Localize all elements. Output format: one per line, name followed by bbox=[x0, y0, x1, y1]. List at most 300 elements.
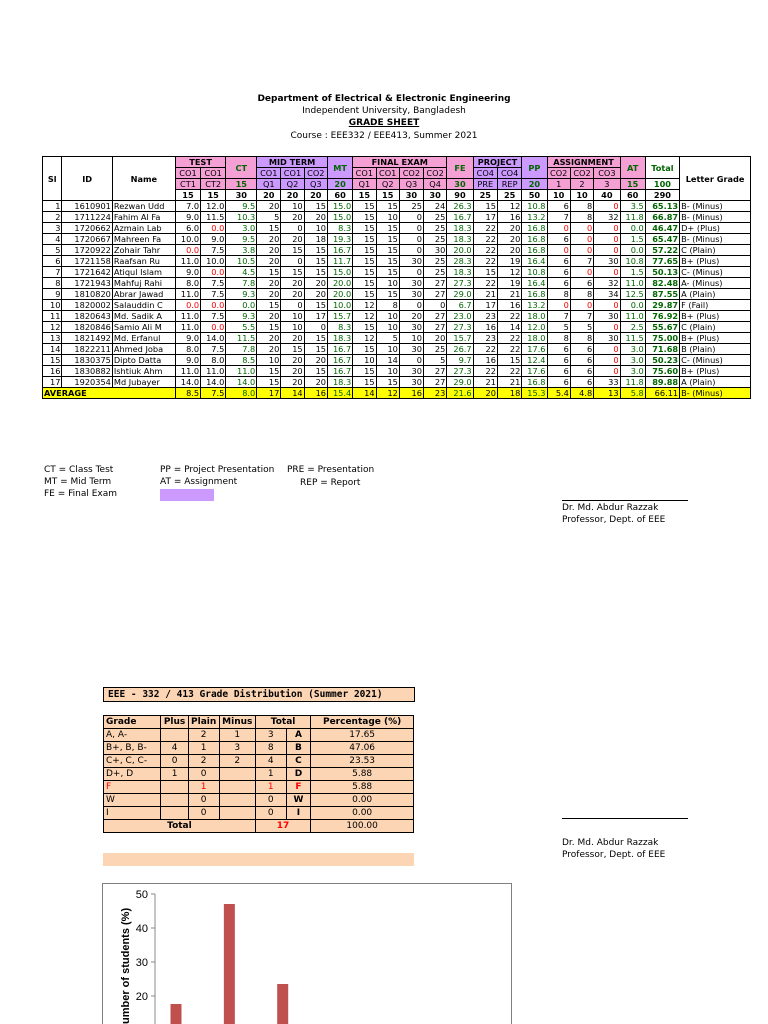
cell: 8 bbox=[570, 212, 593, 223]
average-cell: 16 bbox=[304, 388, 327, 399]
cell: 18.3 bbox=[447, 223, 473, 234]
sub-label: CT1 bbox=[175, 179, 200, 190]
cell: 30 bbox=[399, 366, 423, 377]
cell: 16.8 bbox=[522, 223, 547, 234]
cell: 46.47 bbox=[645, 223, 679, 234]
cell: 20 bbox=[281, 377, 304, 388]
average-cell: 20 bbox=[473, 388, 497, 399]
co-label: CO1 bbox=[281, 168, 304, 179]
chart-y-tick-label: 20 bbox=[135, 991, 148, 1003]
cell: 9.0 bbox=[175, 333, 200, 344]
cell: 12 bbox=[353, 333, 376, 344]
cell: 30 bbox=[594, 256, 620, 267]
cell: 22 bbox=[473, 344, 497, 355]
student-id: 1720922 bbox=[62, 245, 112, 256]
cell: 20 bbox=[257, 344, 281, 355]
cell: 25 bbox=[423, 344, 446, 355]
cell: 22 bbox=[473, 366, 497, 377]
cell: 6 bbox=[547, 366, 570, 377]
cell: 7 bbox=[547, 212, 570, 223]
cell: 15 bbox=[43, 355, 62, 366]
distribution-cell: 0 bbox=[188, 768, 219, 781]
chart-y-tick-label: 30 bbox=[135, 957, 148, 969]
cell: 6 bbox=[547, 355, 570, 366]
cell: 10.0 bbox=[201, 256, 226, 267]
student-name: Dipto Datta bbox=[112, 355, 175, 366]
distribution-cell: 4 bbox=[161, 742, 188, 755]
cell: 0 bbox=[594, 223, 620, 234]
distribution-cell: 0 bbox=[255, 807, 286, 820]
cell: 15 bbox=[376, 234, 399, 245]
student-id: 1820643 bbox=[62, 311, 112, 322]
sub-label: Q1 bbox=[353, 179, 376, 190]
cell: 16.7 bbox=[447, 212, 473, 223]
cell: 65.47 bbox=[645, 234, 679, 245]
distribution-cell: 3 bbox=[255, 729, 286, 742]
distribution-cell: A bbox=[286, 729, 311, 742]
cell: 0 bbox=[547, 223, 570, 234]
cell: 28.3 bbox=[447, 256, 473, 267]
sub-label: CT2 bbox=[201, 179, 226, 190]
cell: 15.7 bbox=[327, 311, 352, 322]
distribution-header: Grade bbox=[104, 716, 161, 729]
average-cell: 21.6 bbox=[447, 388, 473, 399]
distribution-cell: D bbox=[286, 768, 311, 781]
cell: 20 bbox=[257, 289, 281, 300]
cell: 15.0 bbox=[327, 201, 352, 212]
co-label: CO2 bbox=[399, 168, 423, 179]
student-row bbox=[43, 234, 751, 245]
cell: 8.3 bbox=[327, 322, 352, 333]
student-row bbox=[43, 300, 751, 311]
cell: 15 bbox=[304, 300, 327, 311]
cell: 15 bbox=[353, 322, 376, 333]
cell: 18.3 bbox=[327, 333, 352, 344]
distribution-cell: 2 bbox=[188, 729, 219, 742]
max-marks: 25 bbox=[473, 190, 497, 201]
sub-label: REP bbox=[497, 179, 521, 190]
cell: 0 bbox=[594, 245, 620, 256]
chart-bar-B bbox=[224, 904, 235, 1024]
distribution-cell: D+, D bbox=[104, 768, 161, 781]
cell: 15 bbox=[304, 366, 327, 377]
cell: 1 bbox=[43, 201, 62, 212]
distribution-cell: 0.00 bbox=[311, 807, 414, 820]
co-label: CO1 bbox=[257, 168, 281, 179]
distribution-row bbox=[104, 807, 414, 820]
cell: 15 bbox=[281, 267, 304, 278]
cell: 0.0 bbox=[620, 300, 645, 311]
average-cell: 18 bbox=[497, 388, 521, 399]
course-line: Course : EEE332 / EEE413, Summer 2021 bbox=[290, 131, 478, 141]
student-row bbox=[43, 322, 751, 333]
col-total-header: Total bbox=[645, 157, 679, 179]
cell: 7 bbox=[547, 311, 570, 322]
cell: 15.0 bbox=[327, 212, 352, 223]
cell: 0 bbox=[570, 245, 593, 256]
co-label: CO2 bbox=[304, 168, 327, 179]
cell: 25 bbox=[423, 212, 446, 223]
cell: 15 bbox=[281, 245, 304, 256]
cell: 77.65 bbox=[645, 256, 679, 267]
distribution-cell: 23.53 bbox=[311, 755, 414, 768]
cell: 20 bbox=[257, 311, 281, 322]
col-name-header: Name bbox=[112, 157, 175, 201]
cell: 16.7 bbox=[327, 344, 352, 355]
cell: 0 bbox=[547, 300, 570, 311]
cell: 15 bbox=[353, 201, 376, 212]
cell: 6 bbox=[570, 355, 593, 366]
cell: C (Plain) bbox=[680, 245, 751, 256]
student-name: Atiqul Islam bbox=[112, 267, 175, 278]
cell: 11.0 bbox=[201, 366, 226, 377]
grade-sheet-table bbox=[42, 156, 751, 399]
cell: 7.8 bbox=[226, 344, 257, 355]
cell: 22 bbox=[473, 234, 497, 245]
cell: A- (Minus) bbox=[680, 278, 751, 289]
student-id: 1820846 bbox=[62, 322, 112, 333]
cell: 15 bbox=[376, 201, 399, 212]
student-name: Ahmed Joba bbox=[112, 344, 175, 355]
max-marks: 15 bbox=[376, 190, 399, 201]
average-cell: 13 bbox=[594, 388, 620, 399]
cell: 16.8 bbox=[522, 289, 547, 300]
cell: 15 bbox=[257, 223, 281, 234]
cell: 6 bbox=[570, 278, 593, 289]
cell: 3.0 bbox=[620, 344, 645, 355]
cell: 10 bbox=[257, 355, 281, 366]
university-name: Independent University, Bangladesh bbox=[302, 106, 466, 116]
student-row bbox=[43, 278, 751, 289]
co-label: CO1 bbox=[175, 168, 200, 179]
average-cell: 5.4 bbox=[547, 388, 570, 399]
distribution-cell bbox=[219, 781, 255, 794]
distribution-cell: 0 bbox=[188, 794, 219, 807]
student-id: 1711224 bbox=[62, 212, 112, 223]
student-row bbox=[43, 311, 751, 322]
cell: 20 bbox=[304, 377, 327, 388]
cell: 6.0 bbox=[175, 223, 200, 234]
cell: 12.5 bbox=[620, 289, 645, 300]
cell: 55.67 bbox=[645, 322, 679, 333]
cell: 9.5 bbox=[226, 201, 257, 212]
sub-label: 3 bbox=[594, 179, 620, 190]
cell: 10 bbox=[376, 366, 399, 377]
cell: 29.87 bbox=[645, 300, 679, 311]
cell: 0.0 bbox=[201, 223, 226, 234]
cell: 25 bbox=[423, 223, 446, 234]
cell: 20 bbox=[281, 234, 304, 245]
sub-label: 2 bbox=[570, 179, 593, 190]
distribution-cell: C bbox=[286, 755, 311, 768]
cell: 12 bbox=[497, 267, 521, 278]
cell: 10 bbox=[281, 322, 304, 333]
cell: 0.0 bbox=[620, 223, 645, 234]
cell: 9.0 bbox=[175, 355, 200, 366]
distribution-cell: 8 bbox=[255, 742, 286, 755]
cell: B+ (Plus) bbox=[680, 311, 751, 322]
cell: 7 bbox=[570, 311, 593, 322]
max-marks: 20 bbox=[281, 190, 304, 201]
student-id: 1720667 bbox=[62, 234, 112, 245]
cell: 8.0 bbox=[175, 278, 200, 289]
distribution-row bbox=[104, 768, 414, 781]
cell: 10 bbox=[376, 278, 399, 289]
cell: 0 bbox=[594, 201, 620, 212]
distribution-cell: W bbox=[104, 794, 161, 807]
cell: 30 bbox=[594, 311, 620, 322]
cell: 13 bbox=[43, 333, 62, 344]
cell: 20 bbox=[257, 278, 281, 289]
cell: 20 bbox=[304, 278, 327, 289]
cell: 16.7 bbox=[327, 245, 352, 256]
cell: 8 bbox=[570, 289, 593, 300]
cell: 6 bbox=[547, 344, 570, 355]
col-midterm-header: MID TERM bbox=[257, 157, 328, 168]
distribution-cell: A, A- bbox=[104, 729, 161, 742]
cell: 0 bbox=[399, 300, 423, 311]
student-row bbox=[43, 366, 751, 377]
cell: 7.5 bbox=[201, 311, 226, 322]
cell: 0 bbox=[594, 234, 620, 245]
cell: 20 bbox=[281, 278, 304, 289]
col-fe-header: FE bbox=[447, 157, 473, 179]
cell: 8.0 bbox=[175, 344, 200, 355]
cell: 27 bbox=[423, 322, 446, 333]
cell: 17 bbox=[43, 377, 62, 388]
cell: 15 bbox=[304, 256, 327, 267]
cell: 4 bbox=[43, 234, 62, 245]
max-marks: 15 bbox=[175, 190, 200, 201]
distribution-row bbox=[104, 794, 414, 807]
student-name: Md Jubayer bbox=[112, 377, 175, 388]
cell: 6 bbox=[570, 366, 593, 377]
distribution-row bbox=[104, 755, 414, 768]
max-marks: 20 bbox=[304, 190, 327, 201]
student-row bbox=[43, 245, 751, 256]
co-label: CO2 bbox=[547, 168, 570, 179]
cell: 10.8 bbox=[522, 201, 547, 212]
col-test-header: TEST bbox=[175, 157, 225, 168]
distribution-cell bbox=[161, 794, 188, 807]
cell: 11.0 bbox=[175, 289, 200, 300]
student-id: 1821492 bbox=[62, 333, 112, 344]
cell: 30 bbox=[594, 333, 620, 344]
co-label: CO1 bbox=[376, 168, 399, 179]
cell: 0.0 bbox=[201, 300, 226, 311]
co-label: CO1 bbox=[353, 168, 376, 179]
distribution-cell: F bbox=[286, 781, 311, 794]
cell: 15 bbox=[376, 267, 399, 278]
cell: 0.0 bbox=[620, 245, 645, 256]
student-row bbox=[43, 377, 751, 388]
cell: 9.3 bbox=[226, 311, 257, 322]
student-id: 1820002 bbox=[62, 300, 112, 311]
cell: 18.3 bbox=[447, 234, 473, 245]
distribution-cell: 5.88 bbox=[311, 781, 414, 794]
student-name: Abrar Jawad bbox=[112, 289, 175, 300]
student-row bbox=[43, 212, 751, 223]
max-marks: 10 bbox=[570, 190, 593, 201]
max-marks: 10 bbox=[547, 190, 570, 201]
chart-y-tick-label: 40 bbox=[135, 923, 148, 935]
cell: 16.8 bbox=[522, 234, 547, 245]
cell: A (Plain) bbox=[680, 377, 751, 388]
col-id-header: ID bbox=[62, 157, 112, 201]
cell: 75.00 bbox=[645, 333, 679, 344]
signature-line-2 bbox=[562, 818, 688, 819]
cell: 22 bbox=[497, 333, 521, 344]
co-label: CO1 bbox=[201, 168, 226, 179]
student-name: Fahim Al Fa bbox=[112, 212, 175, 223]
max-marks: 20 bbox=[257, 190, 281, 201]
co-label: CO3 bbox=[594, 168, 620, 179]
cell: 15 bbox=[281, 344, 304, 355]
distribution-header: Plain bbox=[188, 716, 219, 729]
student-row bbox=[43, 223, 751, 234]
cell: 15.0 bbox=[327, 267, 352, 278]
cell: 22 bbox=[473, 245, 497, 256]
legend-pre: PRE = Presentation bbox=[287, 465, 375, 475]
cell: 10 bbox=[353, 355, 376, 366]
cell: 0 bbox=[570, 267, 593, 278]
student-row bbox=[43, 344, 751, 355]
sub-label: 20 bbox=[522, 179, 547, 190]
chart-y-label: umber of students (%) bbox=[120, 907, 132, 1024]
cell: 11 bbox=[43, 311, 62, 322]
cell: 22 bbox=[473, 278, 497, 289]
cell: 22 bbox=[497, 344, 521, 355]
student-id: 1830375 bbox=[62, 355, 112, 366]
cell: 0 bbox=[281, 256, 304, 267]
cell: 15 bbox=[353, 245, 376, 256]
distribution-cell: I bbox=[286, 807, 311, 820]
distribution-total-row bbox=[104, 820, 414, 833]
cell: 15 bbox=[304, 245, 327, 256]
cell: 75.60 bbox=[645, 366, 679, 377]
col-project-header: PROJECT bbox=[473, 157, 522, 168]
cell: 19.3 bbox=[327, 234, 352, 245]
cell: 20 bbox=[281, 355, 304, 366]
distribution-row bbox=[104, 781, 414, 794]
max-marks: 40 bbox=[594, 190, 620, 201]
distribution-cell: 4 bbox=[255, 755, 286, 768]
cell: F (Fail) bbox=[680, 300, 751, 311]
cell: 1.5 bbox=[620, 267, 645, 278]
cell: 3.0 bbox=[620, 355, 645, 366]
student-name: Ishtiuk Ahm bbox=[112, 366, 175, 377]
cell: 7.5 bbox=[201, 245, 226, 256]
cell: 25 bbox=[423, 256, 446, 267]
cell: 20.0 bbox=[327, 289, 352, 300]
cell: 11.0 bbox=[175, 366, 200, 377]
sub-label: Q1 bbox=[257, 179, 281, 190]
cell: 8.5 bbox=[226, 355, 257, 366]
cell: 30 bbox=[423, 245, 446, 256]
cell: D+ (Plus) bbox=[680, 223, 751, 234]
legend-mt: MT = Mid Term bbox=[44, 477, 112, 487]
cell: 0 bbox=[594, 322, 620, 333]
cell: 10 bbox=[376, 322, 399, 333]
cell: 11.0 bbox=[175, 256, 200, 267]
cell: 6 bbox=[570, 344, 593, 355]
average-cell: 23 bbox=[423, 388, 446, 399]
cell: 10 bbox=[376, 344, 399, 355]
cell: C- (Minus) bbox=[680, 267, 751, 278]
distribution-title: EEE - 332 / 413 Grade Distribution (Summer 2021) bbox=[103, 687, 415, 702]
cell: 15 bbox=[257, 377, 281, 388]
cell: 15 bbox=[257, 322, 281, 333]
student-id: 1610901 bbox=[62, 201, 112, 212]
distribution-row bbox=[104, 742, 414, 755]
distribution-cell: F bbox=[104, 781, 161, 794]
cell: 22 bbox=[497, 311, 521, 322]
student-row bbox=[43, 201, 751, 212]
cell: 21 bbox=[473, 377, 497, 388]
distribution-cell: 17.65 bbox=[311, 729, 414, 742]
cell: 10.0 bbox=[327, 300, 352, 311]
cell: 18.3 bbox=[447, 267, 473, 278]
cell: 3 bbox=[43, 223, 62, 234]
cell: 33 bbox=[594, 377, 620, 388]
cell: 27 bbox=[423, 311, 446, 322]
cell: 15 bbox=[473, 267, 497, 278]
cell: 15 bbox=[497, 355, 521, 366]
cell: 20 bbox=[281, 212, 304, 223]
distribution-cell: 47.06 bbox=[311, 742, 414, 755]
cell: 0 bbox=[399, 245, 423, 256]
distribution-cell: 1 bbox=[188, 781, 219, 794]
cell: B (Plain) bbox=[680, 344, 751, 355]
cell: 27 bbox=[423, 278, 446, 289]
cell: 10.3 bbox=[226, 212, 257, 223]
max-marks: 30 bbox=[423, 190, 446, 201]
cell: 0 bbox=[399, 234, 423, 245]
max-marks: 90 bbox=[447, 190, 473, 201]
cell: 27 bbox=[423, 366, 446, 377]
student-name: Raafsan Ru bbox=[112, 256, 175, 267]
cell: 8 bbox=[570, 201, 593, 212]
sub-label: Q2 bbox=[281, 179, 304, 190]
cell: 0 bbox=[570, 234, 593, 245]
cell: 0 bbox=[570, 300, 593, 311]
cell: 19 bbox=[497, 278, 521, 289]
cell: 0 bbox=[594, 366, 620, 377]
cell: 21 bbox=[497, 377, 521, 388]
cell: 66.87 bbox=[645, 212, 679, 223]
cell: 6 bbox=[547, 234, 570, 245]
cell: 14 bbox=[43, 344, 62, 355]
cell: 4.5 bbox=[226, 267, 257, 278]
student-name: Mahreen Fa bbox=[112, 234, 175, 245]
cell: 0 bbox=[594, 300, 620, 311]
average-cell: 4.8 bbox=[570, 388, 593, 399]
max-marks: 15 bbox=[353, 190, 376, 201]
cell: 9.0 bbox=[201, 234, 226, 245]
col-pp-header: PP bbox=[522, 157, 547, 179]
cell: 2 bbox=[43, 212, 62, 223]
cell: 15 bbox=[257, 267, 281, 278]
distribution-cell: 2 bbox=[219, 755, 255, 768]
cell: 27 bbox=[423, 289, 446, 300]
sub-label: 100 bbox=[645, 179, 679, 190]
cell: 20 bbox=[304, 355, 327, 366]
cell: 14.0 bbox=[175, 377, 200, 388]
cell: 11.5 bbox=[226, 333, 257, 344]
header-row-1 bbox=[43, 157, 751, 168]
average-cell: 17 bbox=[257, 388, 281, 399]
student-name: Md. Sadik A bbox=[112, 311, 175, 322]
